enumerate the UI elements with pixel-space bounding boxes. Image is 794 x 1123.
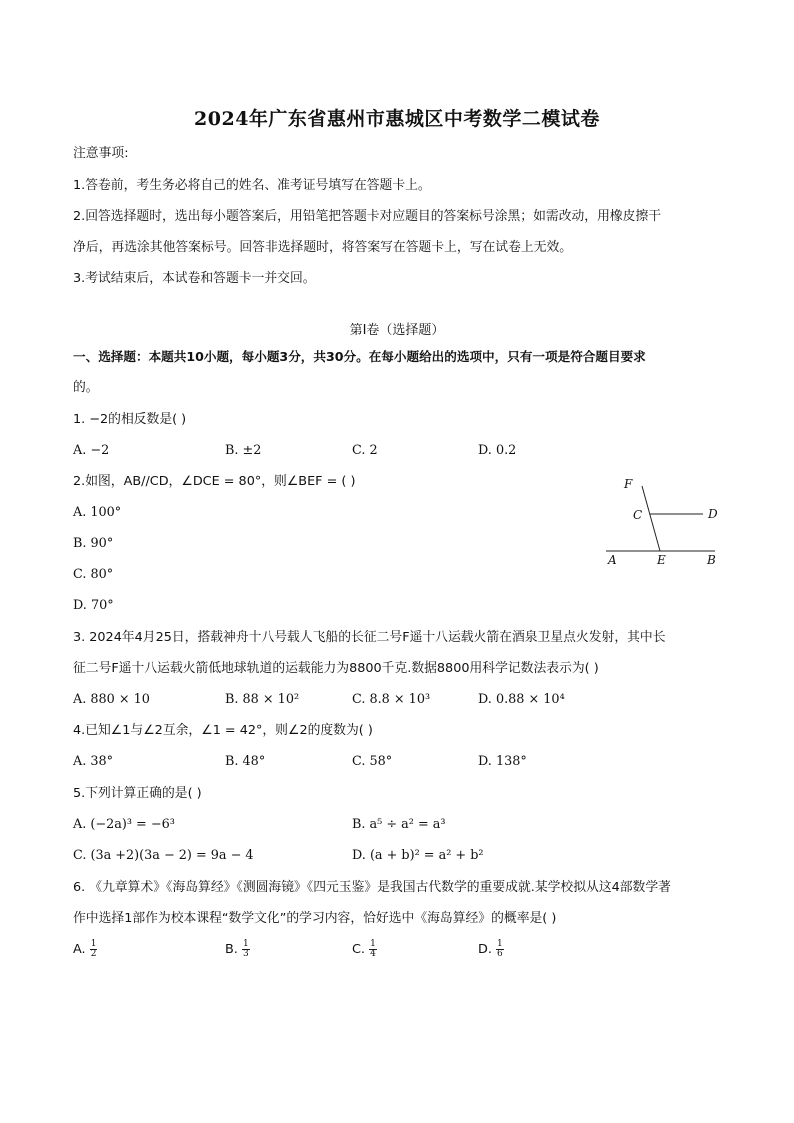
notice-heading: 注意事项: (73, 146, 129, 161)
q4-option-b[interactable]: B. 48° (225, 754, 266, 769)
notice-item-3: 3.考试结束后，本试卷和答题卡一并交回。 (73, 271, 316, 286)
label-f: F (624, 477, 633, 491)
q6-stem-cont: 作中选择1部作为校本课程“数学文化”的学习内容，恰好选中《海岛算经》的概率是( ) (73, 911, 557, 926)
label-e: E (657, 553, 666, 567)
q5-option-b[interactable]: B. a⁵ ÷ a² = a³ (352, 817, 446, 832)
page-title: 2024年广东省惠州市惠城区中考数学二模试卷 (194, 108, 600, 130)
line-fe (642, 486, 660, 551)
q5-option-d[interactable]: D. (a + b)² = a² + b² (352, 848, 484, 863)
label-b: B (707, 553, 716, 567)
q5-option-c[interactable]: C. (3a +2)(3a − 2) = 9a − 4 (73, 848, 254, 863)
label-c: C (633, 508, 643, 522)
q3-option-a[interactable]: A. 880 × 10 (73, 692, 150, 707)
q1-option-c[interactable]: C. 2 (352, 443, 378, 458)
label-d: D (708, 507, 718, 521)
q3-stem: 3. 2024年4月25日，搭载神舟十八号载人飞船的长征二号F遥十八运载火箭在酒泉卫星点火发射，其中长 (73, 630, 666, 645)
q4-stem: 4.已知∠1与∠2互余，∠1 = 42°，则∠2的度数为( ) (73, 723, 373, 738)
notice-item-1: 1.答卷前，考生务必将自己的姓名、准考证号填写在答题卡上。 (73, 178, 431, 193)
q6-option-a-letter: A. (73, 942, 86, 957)
q6-option-b[interactable] (225, 940, 250, 959)
q1-option-a[interactable]: A. −2 (73, 443, 110, 458)
q6-option-d[interactable] (478, 940, 504, 959)
q2-option-d[interactable]: D. 70° (73, 598, 114, 613)
q6-option-a-numerator: 1 (90, 939, 97, 949)
q5-stem: 5.下列计算正确的是( ) (73, 786, 202, 801)
q6-option-a[interactable] (73, 940, 97, 959)
q6-option-d-denominator: 6 (497, 949, 503, 959)
q4-option-c[interactable]: C. 58° (352, 754, 393, 769)
q6-option-b-numerator: 1 (242, 939, 249, 949)
label-a: A (608, 553, 617, 567)
geometry-figure (600, 472, 725, 572)
q6-option-d-letter: D. (478, 942, 492, 957)
q6-option-b-letter: B. (225, 942, 238, 957)
q6-option-c-letter: C. (352, 942, 366, 957)
q6-option-c-denominator: 4 (370, 949, 376, 959)
notice-item-2-cont: 净后，再选涂其他答案标号。回答非选择题时，将答案写在答题卡上，写在试卷上无效。 (73, 240, 573, 255)
q4-option-a[interactable]: A. 38° (73, 754, 114, 769)
q6-stem: 6. 《九章算术》《海岛算经》《测圆海镜》《四元玉鉴》是我国古代数学的重要成就.某学校拟从这4部数学著 (73, 880, 671, 895)
q5-option-a[interactable]: A. (−2a)³ = −6³ (73, 817, 175, 832)
q2-stem: 2.如图，AB//CD，∠DCE = 80°，则∠BEF = ( ) (73, 474, 356, 489)
q6-option-a-denominator: 2 (90, 949, 97, 959)
q6-option-b-denominator: 3 (242, 949, 249, 959)
q3-option-c[interactable]: C. 8.8 × 10³ (352, 692, 431, 707)
q6-option-c-numerator: 1 (370, 939, 376, 949)
q2-option-b[interactable]: B. 90° (73, 536, 114, 551)
q3-option-b[interactable]: B. 88 × 10² (225, 692, 300, 707)
q3-stem-cont: 征二号F遥十八运载火箭低地球轨道的运载能力为8800千克.数据8800用科学记数法表示为( ) (73, 661, 599, 676)
q4-option-d[interactable]: D. 138° (478, 754, 527, 769)
q6-option-d-fraction (496, 940, 504, 959)
q3-option-d[interactable]: D. 0.88 × 10⁴ (478, 692, 565, 707)
notice-item-2: 2.回答选择题时，选出每小题答案后，用铅笔把答题卡对应题目的答案标号涂黑；如需改动，用橡皮擦干 (73, 209, 662, 224)
q1-option-d[interactable]: D. 0.2 (478, 443, 517, 458)
section-title: 第Ⅰ卷（选择题） (349, 323, 445, 338)
q6-option-b-fraction (242, 940, 250, 959)
q1-stem: 1. −2的相反数是( ) (73, 412, 187, 427)
q6-option-a-fraction (90, 940, 98, 959)
part1-instruction: 一、选择题：本题共10小题，每小题3分，共30分。在每小题给出的选项中，只有一项是符合题目要求 (73, 349, 646, 364)
part1-instruction-cont: 的。 (73, 380, 99, 395)
q2-option-a[interactable]: A. 100° (73, 505, 122, 520)
q1-option-b[interactable]: B. ±2 (225, 443, 262, 458)
q2-option-c[interactable]: C. 80° (73, 567, 114, 582)
q6-option-c[interactable] (352, 940, 377, 959)
q6-option-d-numerator: 1 (497, 939, 503, 949)
q6-option-c-fraction (369, 940, 377, 959)
